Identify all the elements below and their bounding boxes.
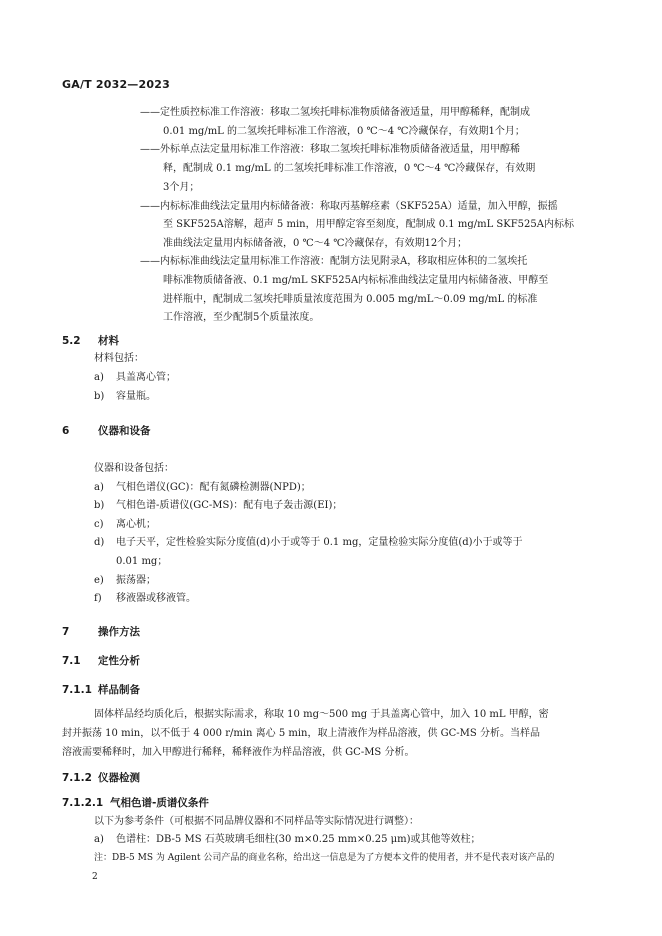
list-label: c) [94, 519, 104, 530]
list-label: b) [94, 391, 105, 402]
bullet-internal-stock-line-3: 准曲线法定量用内标储备液，0 ℃～4 ℃冷藏保存，有效期12个月； [163, 238, 468, 249]
bullet-internal-working-line-2: 啡标准物质储备液、0.1 mg/mL SKF525A内标标准曲线法定量用内标储备液、甲醇至 [163, 275, 549, 286]
document-code-header: GA/T 2032—2023 [62, 78, 170, 91]
section-title: 定性分析 [98, 655, 140, 667]
list-label: b) [94, 500, 105, 511]
bullet-external-line-3: 3个月； [163, 182, 200, 193]
sample-prep-line-3: 溶液需要稀释时，加入甲醇进行稀释，稀释液作为样品溶液，供 GC-MS 分析。 [62, 747, 415, 758]
list-label: d) [94, 537, 105, 548]
list-label: a) [94, 482, 104, 493]
sample-prep-line-1: 固体样品经均质化后，根据实际需求，称取 10 mg～500 mg 于具盖离心管中，加入 10 mL 甲醇，密 [94, 709, 549, 720]
section-title: 气相色谱-质谱仪条件 [110, 797, 209, 809]
reference-conditions-intro: 以下为参考条件（可根据不同品牌仪器和不同样品等实际情况进行调整）： [94, 816, 419, 827]
section-title: 操作方法 [98, 626, 140, 638]
list-item: 移液器或移液管。 [116, 593, 196, 604]
bullet-qc-line-1: ——定性质控标准工作溶液：移取二氢埃托啡标准物质储备液适量，用甲醇稀释，配制成 [140, 107, 530, 118]
section-number: 7.1.2.1 [62, 797, 104, 809]
list-label: e) [94, 575, 104, 586]
list-item: 气相色谱仪(GC)：配有氮磷检测器(NPD)； [116, 482, 311, 493]
section-7-1-2-1-heading [62, 796, 209, 810]
bullet-external-line-2: 释，配制成 0.1 mg/mL 的二氢埃托啡标准工作溶液，0 ℃～4 ℃冷藏保存，有效期 [163, 163, 536, 174]
section-number: 7.1.1 [62, 684, 92, 696]
section-number: 5.2 [62, 335, 81, 347]
section-number: 7 [62, 626, 70, 638]
page-number: 2 [92, 872, 98, 882]
section-number: 6 [62, 425, 70, 437]
bullet-internal-working-line-1: ——内标标准曲线法定量用标准工作溶液：配制方法见附录A，移取相应体积的二氢埃托 [140, 256, 528, 267]
equipment-intro: 仪器和设备包括： [94, 463, 174, 474]
section-title: 样品制备 [98, 684, 140, 696]
section-7-1-2-heading [62, 771, 140, 785]
list-label: a) [94, 834, 104, 845]
footnote: 注：DB-5 MS 为 Agilent 公司产品的商业名称，给出这一信息是为了方便本文件的使用者，并不是代表对该产品的 [94, 853, 555, 863]
bullet-internal-working-line-3: 进样瓶中，配制成二氢埃托啡质量浓度范围为 0.005 mg/mL～0.09 mg/mL 的标准 [163, 294, 538, 305]
list-item: 色谱柱：DB-5 MS 石英玻璃毛细柱(30 m×0.25 mm×0.25 μm)或其他等效柱； [116, 834, 481, 845]
section-title: 材料 [98, 335, 119, 347]
section-title: 仪器检测 [98, 772, 140, 784]
section-number: 7.1 [62, 655, 81, 667]
bullet-internal-stock-line-2: 至 SKF525A溶解，超声 5 min，用甲醇定容至刻度，配制成 0.1 mg/mL SKF525A内标标 [163, 219, 574, 230]
list-item: 电子天平，定性检验实际分度值(d)小于或等于 0.1 mg，定量检验实际分度值(d)小于或等于 [116, 537, 523, 548]
bullet-internal-working-line-4: 工作溶液，至少配制5个质量浓度。 [163, 312, 320, 323]
list-item: 气相色谱-质谱仪(GC-MS)：配有电子轰击源(EI)； [116, 500, 343, 511]
section-7-heading [62, 625, 140, 639]
list-item-continuation: 0.01 mg； [116, 556, 168, 567]
section-7-1-heading [62, 654, 140, 668]
sample-prep-line-2: 封并振荡 10 min，以不低于 4 000 r/min 离心 5 min，取上清液作为样品溶液，供 GC-MS 分析。当样品 [62, 728, 540, 739]
list-item: 容量瓶。 [116, 391, 156, 402]
section-5-2-heading [62, 334, 119, 348]
list-label: f) [94, 593, 102, 604]
list-item: 离心机； [116, 519, 156, 530]
list-item: 振荡器； [116, 575, 156, 586]
list-item: 具盖离心管； [116, 372, 176, 383]
bullet-external-line-1: ——外标单点法定量用标准工作溶液：移取二氢埃托啡标准物质储备液适量，用甲醇稀 [140, 144, 520, 155]
materials-intro: 材料包括： [94, 353, 144, 364]
list-label: a) [94, 372, 104, 383]
bullet-qc-line-2: 0.01 mg/mL 的二氢埃托啡标准工作溶液，0 ℃～4 ℃冷藏保存，有效期1个月； [163, 126, 525, 137]
section-6-heading [62, 424, 151, 438]
section-7-1-1-heading [62, 683, 140, 697]
section-title: 仪器和设备 [98, 425, 151, 437]
bullet-internal-stock-line-1: ——内标标准曲线法定量用内标储备液：称取丙基解痉素（SKF525A）适量，加入甲醇，振摇 [140, 201, 558, 212]
section-number: 7.1.2 [62, 772, 92, 784]
